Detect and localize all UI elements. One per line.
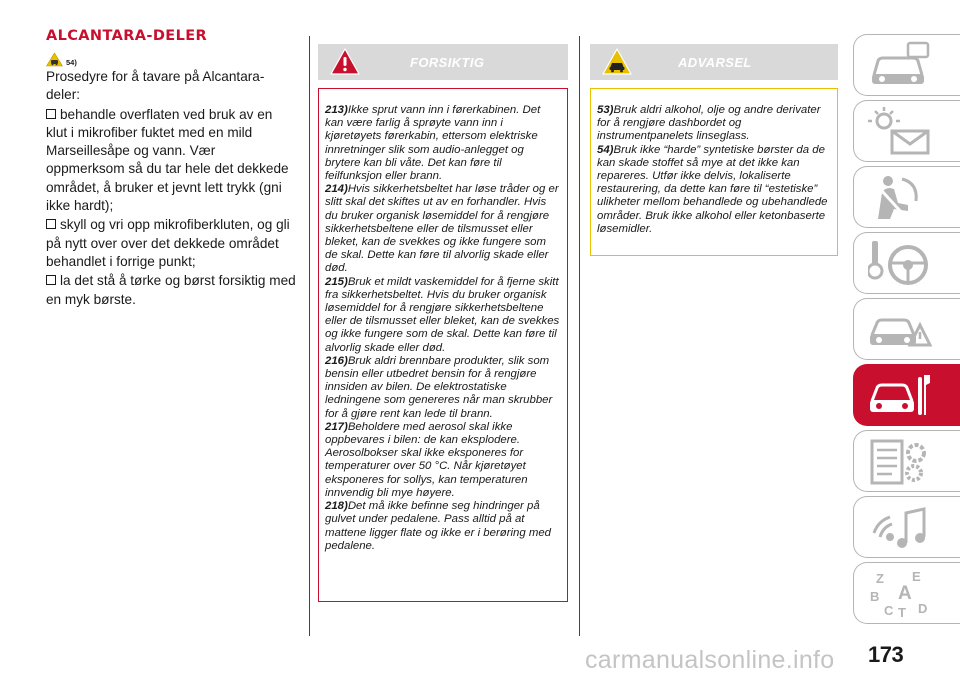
tab-warning-lights[interactable] [853,100,960,162]
list-item-text: la det stå å tørke og børst forsiktig med en myk børste. [46,273,296,307]
item-number: 54) [597,143,614,156]
tab-technical-data[interactable] [853,430,960,492]
item-text: Det må ikke befinne seg hindringer på gulvet under pedalene. Pass alltid på at mattene ligger flate og ikke er i berøring med pedalene. [325,500,552,552]
caution-box [318,88,568,602]
item-text: Bruk aldri brennbare produkter, slik som bensin eller utbedret bensin for å rengjøre innsiden av bilen. De elektrostatiske ledningene som genereres når man skrubber for å gjøre rent kan lede til brann. [325,354,553,420]
checkbox-bullet-icon [46,219,56,229]
item-number: 218) [325,500,348,513]
danger-triangle-icon [330,47,360,77]
warning-header [590,44,838,80]
item-text: Bruk et mildt vaskemiddel for å fjerne skitt fra sikkerhetsbeltet. Hvis du bruker organisk løsemiddel for å rengjøre sikkerhetsbeltene eller de tilsmusset eller bleket, kan de svekkes og ikke fungere som de skal. Dette kan føre til alvorlig skade eller død. [325,275,560,354]
index-letter: C [884,603,894,618]
airbag-seatbelt-icon [868,173,932,223]
caution-item [325,500,561,553]
index-letter: Z [876,571,884,586]
tab-maintenance[interactable] [853,364,960,426]
item-text: Hvis sikkerhetsbeltet har løse tråder og er slitt skal det skiftes ut av en forhandler. Hvis du bruker organisk løsemiddel for å rengjøre sikkerhetsbeltene eller de tilsmusset eller bleket, kan de svekkes og ikke fungere som de skal. Dette kan føre til alvorlig skade eller død. [325,183,559,275]
item-number: 215) [325,275,348,288]
breakdown-car-icon [868,305,932,355]
index-alphabet-icon [868,569,932,619]
reference-line [46,51,296,67]
technical-specs-icon [868,437,932,487]
item-number: 214) [325,183,348,196]
multimedia-icon [868,503,932,553]
index-letter: D [918,601,928,616]
column-divider [579,36,580,636]
tab-starting-driving[interactable] [853,232,960,294]
left-column [46,28,296,309]
list-item-text: skyll og vri opp mikrofiberkluten, og gli på nytt over over det dekkede området behandlet i forrige punkt; [46,217,290,269]
warning-title: ADVARSEL [678,55,752,70]
tab-safety[interactable] [853,166,960,228]
list-item-text: behandle overflaten ved bruk av en klut i mikrofiber fuktet med en mild Marseillesåpe og vann. Vær oppmerksom så du tar hele det dekkede området, å bruker et jevnt lett trykk (gni ikke hardt); [46,106,289,214]
caution-item [325,104,561,183]
item-text: Bruk aldri alkohol, olje og andre derivater for å rengjøre dashbordet og instrumentpanelets linseglass. [597,104,821,143]
list-item [46,216,296,271]
item-number: 213) [325,104,348,116]
car-dashboard-icon [868,41,932,91]
list-item [46,272,296,309]
index-letter: A [898,583,912,604]
item-text: Bruk ikke “harde” syntetiske børster da de kan skade stoffet så mye at det ikke kan repareres. Utfør ikke delvis, lokaliserte restaurering, da dette kan føre til “estetiske” ulikheter mellom behandlede og ubehandlede områder. Bruk ikke alkohol eller ketonbaserte løsemidler. [597,143,828,235]
warning-item [597,104,831,144]
column-divider [309,36,310,636]
page-number: 173 [868,642,904,667]
warning-lights-icon [868,107,932,157]
reference-number: 54) [66,58,77,67]
caution-item [325,421,561,500]
checkbox-bullet-icon [46,109,56,119]
tab-emergency[interactable] [853,298,960,360]
tab-index[interactable] [853,562,960,624]
index-letter: T [898,605,906,619]
section-title: ALCANTARA-DELER [46,28,208,44]
tab-car-dashboard[interactable] [853,34,960,96]
index-letter: B [870,589,880,604]
item-number: 217) [325,420,348,433]
item-number: 216) [325,354,348,367]
car-maintenance-icon [868,371,932,421]
caution-title: FORSIKTIG [410,55,485,70]
key-steering-wheel-icon [868,239,932,289]
watermark: carmanualsonline.info [585,646,835,674]
car-warning-triangle-icon [602,47,632,77]
warning-item [597,144,831,236]
caution-item [325,183,561,275]
checkbox-bullet-icon [46,275,56,285]
caution-item [325,355,561,421]
item-number: 53) [597,104,614,116]
index-letter: E [912,569,921,584]
caution-header [318,44,568,80]
item-text: Beholdere med aerosol skal ikke oppbevares i bilen: de kan eksplodere. Aerosolbokser skal ikke eksponeres for temperaturer over 50 °C. Når kjøretøyet eksponeres for sollys, kan temperaturen innvendig bli mye høyere. [325,420,528,499]
list-item [46,106,296,216]
intro-text: Prosedyre for å tavare på Alcantara-deler: [46,69,265,103]
item-text: Ikke sprut vann inn i førerkabinen. Det kan være farlig å sprøyte vann inn i kjøretøyets førerkabin, ettersom elektriske innretninger slik som audio-anlegget og brytere kan bli våte. Det kan føre til feilfunksjon eller brann. [325,104,541,183]
warning-triangle-icon [46,52,63,67]
warning-box [590,88,838,256]
tab-multimedia[interactable] [853,496,960,558]
caution-item [325,276,561,355]
